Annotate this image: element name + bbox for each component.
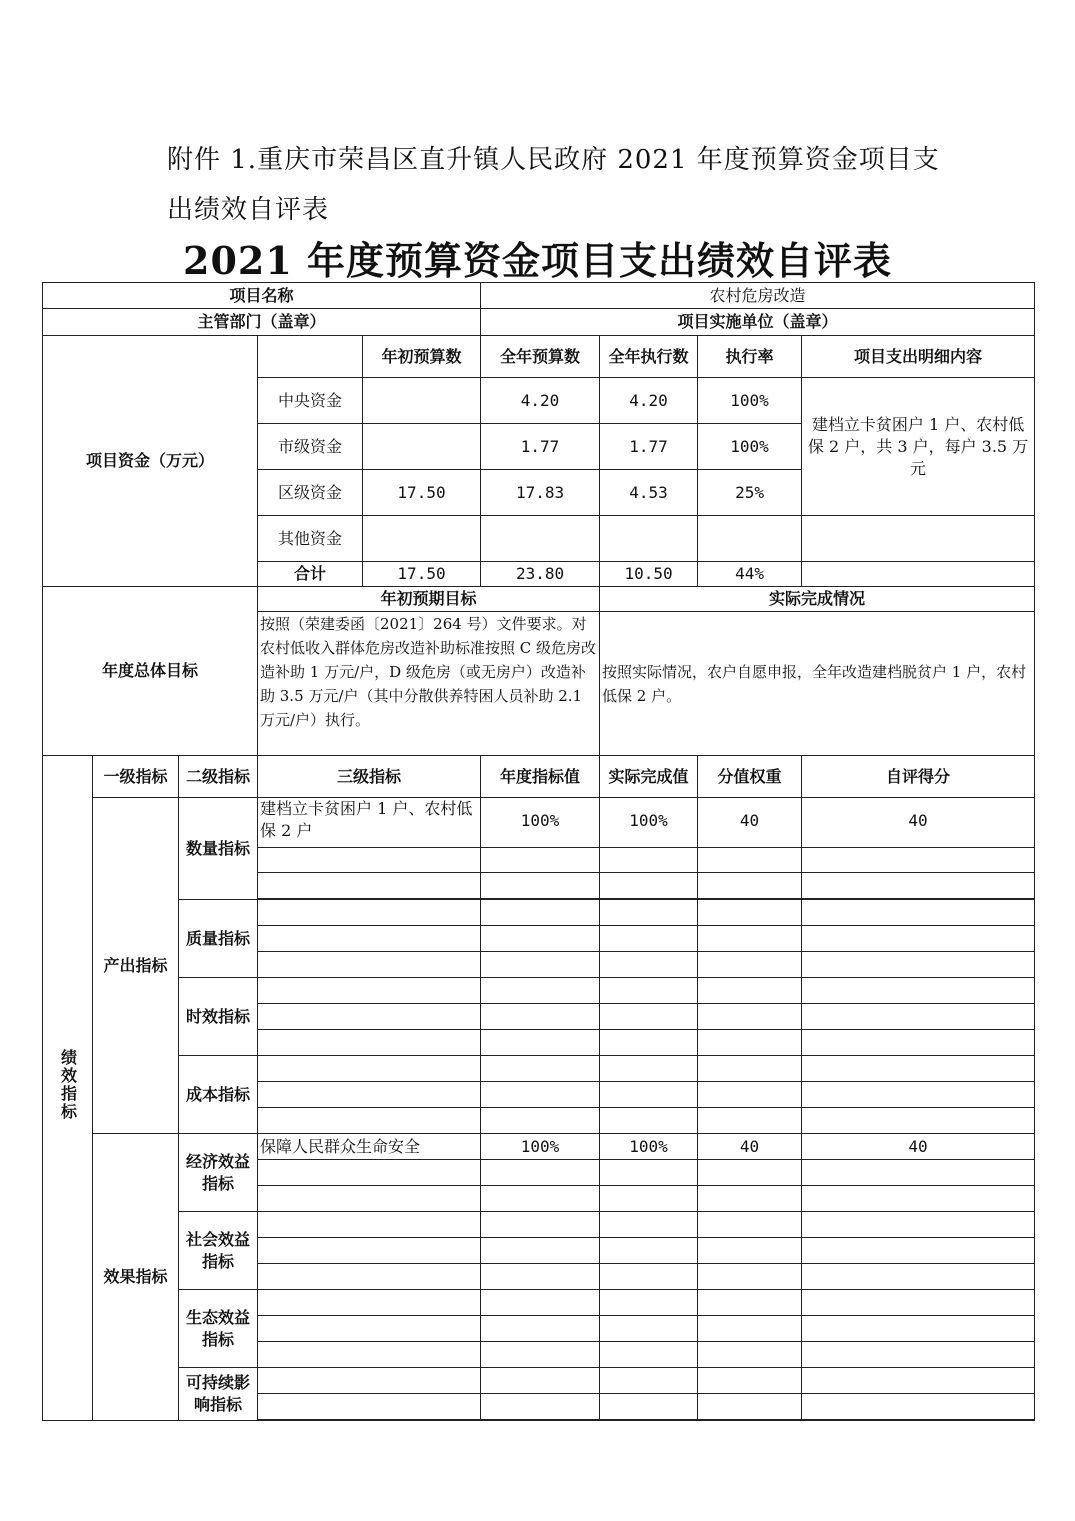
fund-total-initial: 17.50 [363, 562, 481, 587]
output-label: 产出指标 [93, 798, 179, 1134]
quantity-actual: 100% [600, 798, 698, 848]
fund-total-rate: 44% [698, 562, 802, 587]
economic-indicator: 保障人民群众生命安全 [258, 1134, 481, 1160]
dept-label: 主管部门（盖章） [43, 309, 481, 336]
expected-header: 年初预期目标 [258, 587, 600, 612]
funds-header: 执行率 [698, 336, 802, 378]
sustainable-label: 可持续影响指标 [179, 1368, 258, 1421]
project-name-label: 项目名称 [43, 283, 481, 309]
perf-header: 实际完成值 [600, 756, 698, 798]
fund-initial [363, 516, 481, 562]
funds-header: 全年预算数 [481, 336, 600, 378]
quantity-score: 40 [802, 798, 1035, 848]
fund-rate [698, 516, 802, 562]
goals-label: 年度总体目标 [43, 587, 258, 756]
fund-executed: 4.53 [600, 470, 698, 516]
perf-header: 一级指标 [93, 756, 179, 798]
quantity-weight: 40 [698, 798, 802, 848]
perf-label [43, 756, 93, 1421]
economic-target: 100% [481, 1134, 600, 1160]
annex-title: 附件 1.重庆市荣昌区直升镇人民政府 2021 年度预算资金项目支出绩效自评表 [167, 145, 940, 225]
fund-row-name: 区级资金 [258, 470, 363, 516]
fund-row-name: 中央资金 [258, 378, 363, 424]
fund-annual: 4.20 [481, 378, 600, 424]
expected-text: 按照（荣建委函〔2021〕264 号）文件要求。对农村低收入群体危房改造补助标准按照 C 级危房改造补助 1 万元/户，D 级危房（或无房户）改造补助 3.5 万元/户（其中分散供养特困人员补助 2.1 万元/户）执行。 [258, 612, 600, 756]
page-title: 2021 年度预算资金项目支出绩效自评表 [183, 238, 892, 283]
fund-total-executed: 10.50 [600, 562, 698, 587]
actual-header: 实际完成情况 [600, 587, 1035, 612]
fund-annual [481, 516, 600, 562]
fund-annual: 1.77 [481, 424, 600, 470]
unit-label: 项目实施单位（盖章） [481, 309, 1035, 336]
project-name-value: 农村危房改造 [481, 283, 1035, 309]
fund-executed: 4.20 [600, 378, 698, 424]
fund-row-name: 其他资金 [258, 516, 363, 562]
quantity-target: 100% [481, 798, 600, 848]
economic-weight: 40 [698, 1134, 802, 1160]
fund-detail: 建档立卡贫困户 1 户、农村低保 2 户，共 3 户，每户 3.5 万元 [802, 378, 1035, 516]
perf-header: 三级指标 [258, 756, 481, 798]
perf-label-text: 绩效指标 [58, 1049, 78, 1121]
evaluation-table [42, 282, 1035, 1421]
perf-header: 年度指标值 [481, 756, 600, 798]
fund-total-annual: 23.80 [481, 562, 600, 587]
fund-executed [600, 516, 698, 562]
perf-header: 自评得分 [802, 756, 1035, 798]
fund-initial [363, 424, 481, 470]
timeliness-label: 时效指标 [179, 978, 258, 1056]
fund-rate: 25% [698, 470, 802, 516]
economic-actual: 100% [600, 1134, 698, 1160]
fund-annual: 17.83 [481, 470, 600, 516]
fund-row-name: 市级资金 [258, 424, 363, 470]
funds-header-blank [258, 336, 363, 378]
actual-text: 按照实际情况，农户自愿申报，全年改造建档脱贫户 1 户，农村低保 2 户。 [600, 612, 1035, 756]
fund-detail-blank [802, 516, 1035, 562]
fund-total-name: 合计 [258, 562, 363, 587]
fund-initial: 17.50 [363, 470, 481, 516]
funds-header: 项目支出明细内容 [802, 336, 1035, 378]
fund-total-detail [802, 562, 1035, 587]
funds-header: 年初预算数 [363, 336, 481, 378]
ecological-label: 生态效益指标 [179, 1290, 258, 1368]
cost-label: 成本指标 [179, 1056, 258, 1134]
quality-label: 质量指标 [179, 900, 258, 978]
funds-header: 全年执行数 [600, 336, 698, 378]
economic-score: 40 [802, 1134, 1035, 1160]
fund-rate: 100% [698, 378, 802, 424]
quantity-indicator: 建档立卡贫困户 1 户、农村低保 2 户 [258, 798, 481, 848]
social-label: 社会效益指标 [179, 1212, 258, 1290]
perf-header: 分值权重 [698, 756, 802, 798]
quantity-label: 数量指标 [179, 798, 258, 900]
economic-label: 经济效益指标 [179, 1134, 258, 1212]
fund-rate: 100% [698, 424, 802, 470]
effect-label: 效果指标 [93, 1134, 179, 1421]
fund-executed: 1.77 [600, 424, 698, 470]
perf-header: 二级指标 [179, 756, 258, 798]
fund-initial [363, 378, 481, 424]
funds-label: 项目资金（万元） [43, 336, 258, 587]
